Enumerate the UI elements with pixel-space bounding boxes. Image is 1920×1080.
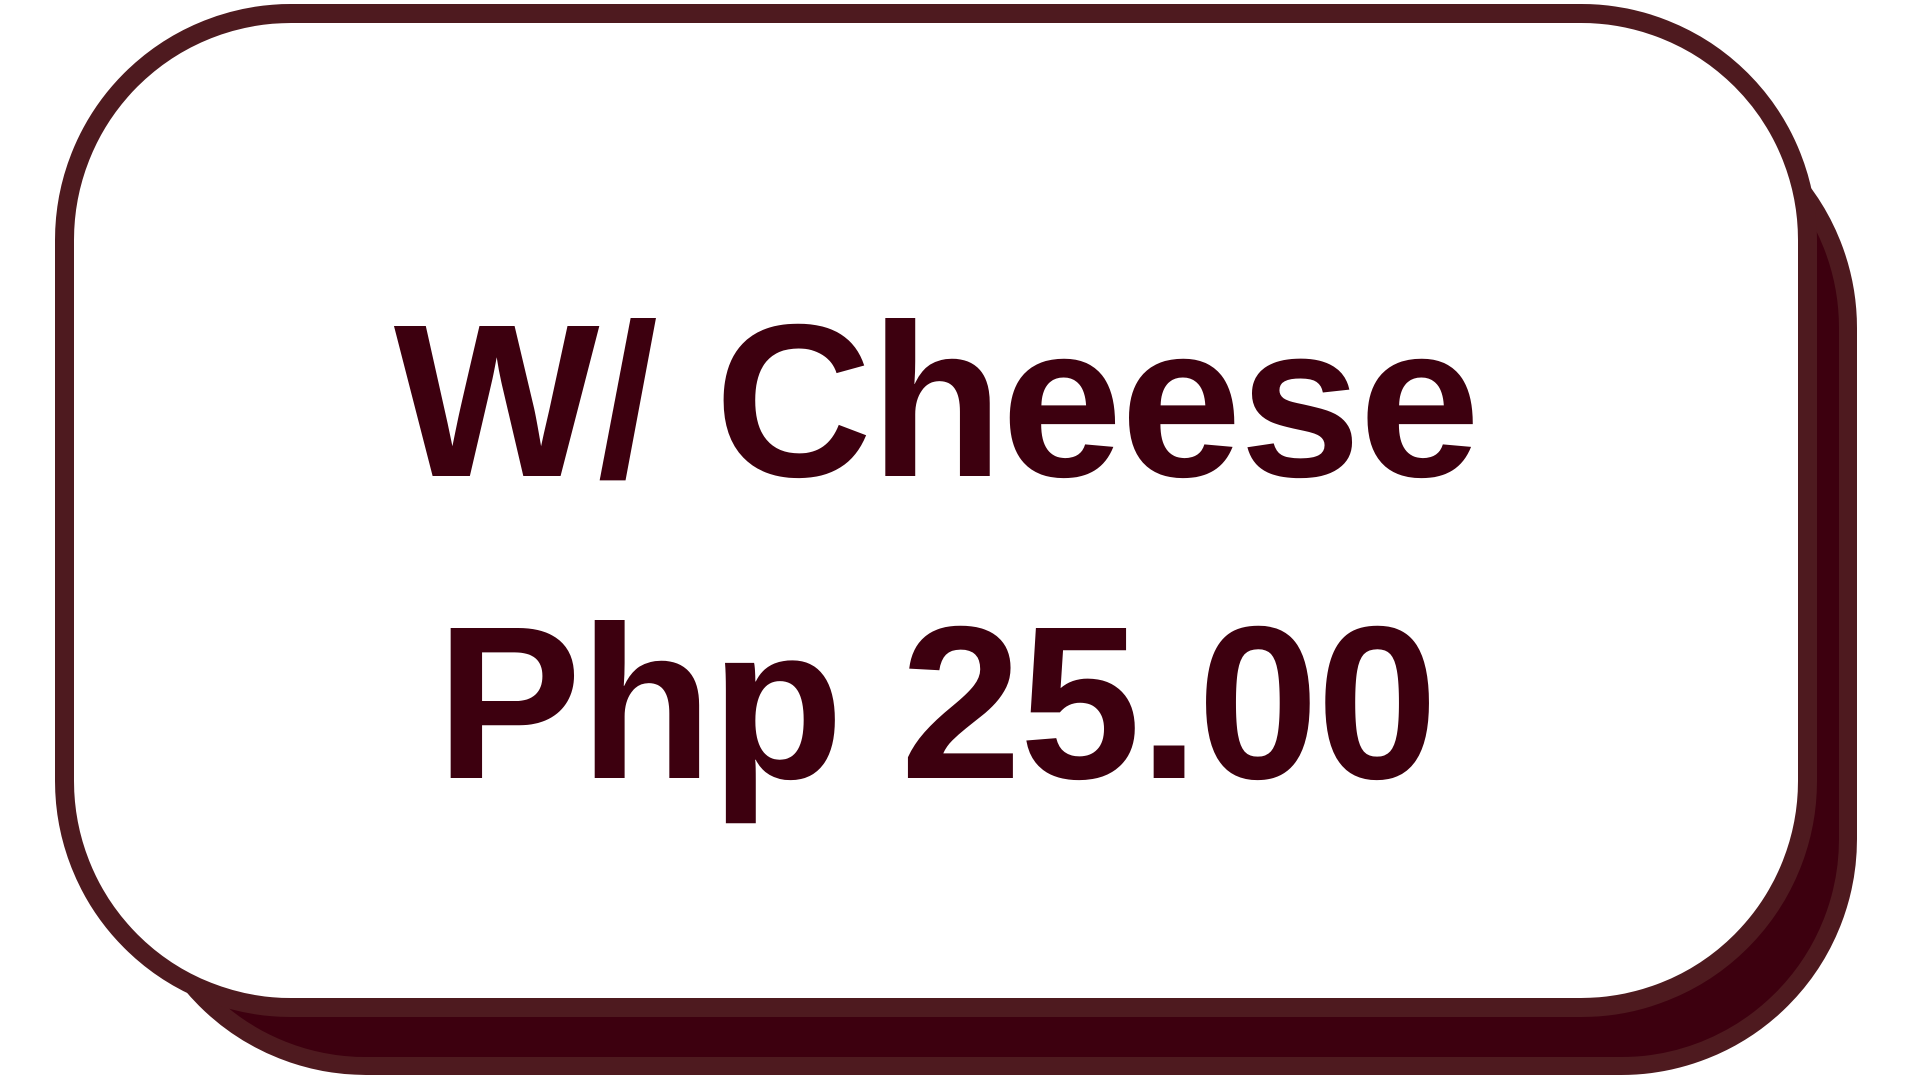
item-price: Php 25.00	[436, 582, 1436, 825]
item-name: W/ Cheese	[393, 280, 1479, 523]
price-card[interactable]	[55, 4, 1817, 1017]
